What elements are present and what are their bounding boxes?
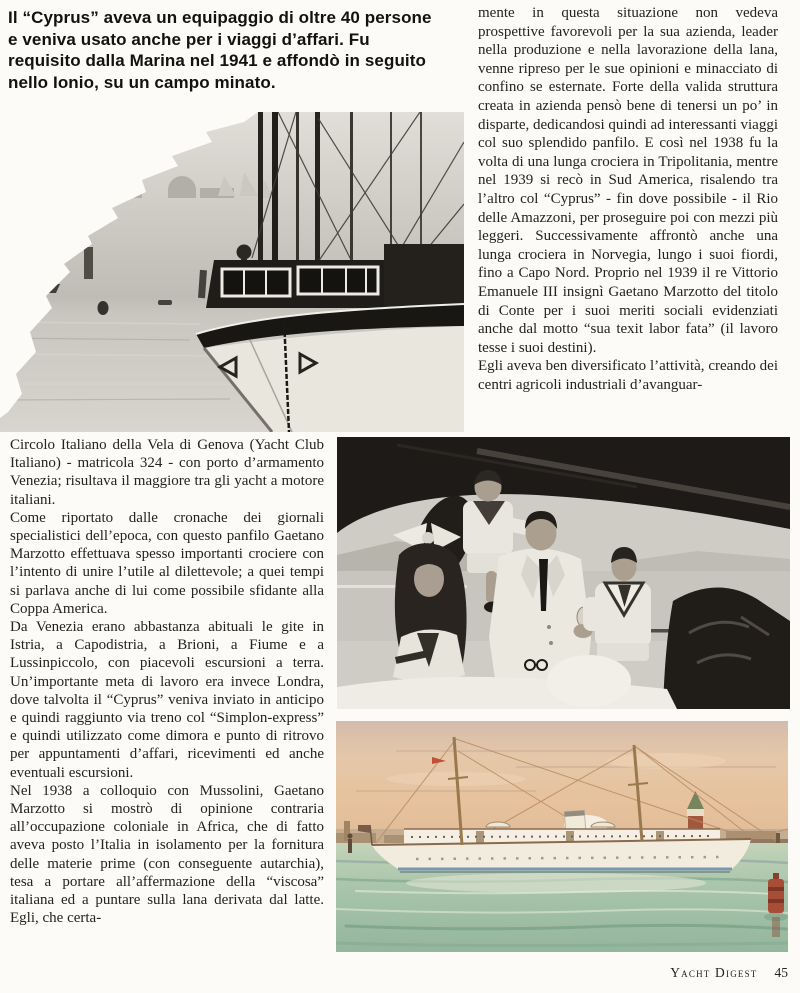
small-boat	[158, 300, 172, 305]
body-paragraph: Come riportato dalle cronache dei giornali specialistici dell’epoca, con questo panfilo Gaetano Marzotto effettuava spesso importanti crociere con l’intento di unire l’utile al dilettevole; a quei tempi si parlava anche di lui come possibile sfidante alla Coppa America.	[10, 509, 324, 617]
left-column	[10, 436, 324, 927]
body-paragraph: Nel 1938 a colloquio con Mussolini, Gaetano Marzotto si mostrò di opinione contraria all’occupazione coloniale in Africa, che di fatto aveva posto l’Italia in isolamento per la fornitura delle materie prime (con conseguente autarchia), tesa a portare all’affermazione della “viscosa” italiana ed a puntare sulla lana derivata dal latte. Egli, che certa-	[10, 782, 324, 927]
lighthouse	[84, 247, 93, 279]
page-number: 45	[774, 965, 788, 980]
searchlight	[237, 245, 252, 260]
magazine-title: Yacht Digest	[670, 965, 758, 980]
buoy	[98, 301, 109, 315]
body-paragraph: Da Venezia erano abbastanza abituali le gite in Istria, a Capodistria, a Brioni, a Fiume e a Lussinpiccolo, con piacevoli escursioni a terra. Un’importante meta di lavoro era invece Londra, dove talvolta il “Cyprus” veniva inviato in anticipo e quindi raggiunto via treno col “Simplon-express” e quindi utilizzato come dimora e punto di ritrovo per appuntamenti d’affari, ricevimenti ed anche eventuali escursioni.	[10, 619, 324, 781]
painting-yacht-venice	[336, 721, 788, 952]
photo-yacht-bow-art	[0, 112, 464, 432]
body-paragraph: mente in questa situazione non vedeva prospettive favorevoli per la sua azienda, leader nella produzione e nella lavorazione della lana, venne ripreso per le sue opinioni e minacciato di confino se esternate. Forte della valida struttura creata in azienda pensò bene di tenersi un po’ in disparte, dedicandosi quindi ad interessanti viaggi col suo splendido panfilo. E così nel 1938 fu la volta di una lunga crociera in Tripolitania, mentre nel 1939 si recò in Sud America, risalendo tra l’altro col “Cyprus” - fin dove possibile - il Rio delle Amazzoni, per proseguire poi con mezzi più leggeri. Successivamente affrontò anche una lunga crociera in Norvegia, lungo i suoi fiordi, fino a Capo Nord. Proprio nel 1939 il re Vittorio Emanuele III insignì Gaetano Marzotto del titolo di Conte per i suoi meriti sociali evidenziati anche dal motto “sua texit labor fata” (il lavoro tesse i suoi destini).	[478, 5, 778, 356]
photo-family-on-deck	[337, 437, 790, 709]
photo-yacht-bow	[0, 112, 464, 432]
intro-caption: Il “Cyprus” aveva un equipaggio di oltre 40 persone e veniva usato anche per i viaggi d’affari. Fu requisito dalla Marina nel 1941 e affondò in seguito nello Ionio, su un campo minato.	[8, 8, 432, 92]
body-paragraph: Egli aveva ben diversificato l’attività, creando dei centri agricoli industriali d’avanguar-	[478, 358, 778, 393]
painting-art	[336, 721, 788, 952]
body-paragraph: Circolo Italiano della Vela di Genova (Yacht Club Italiano) - matricola 324 - con porto d’armamento Venezia; risultava il maggiore tra gli yacht a motore italiani.	[10, 437, 324, 508]
right-column	[478, 4, 778, 394]
photo-family-art	[337, 437, 790, 709]
page-footer	[670, 965, 788, 981]
